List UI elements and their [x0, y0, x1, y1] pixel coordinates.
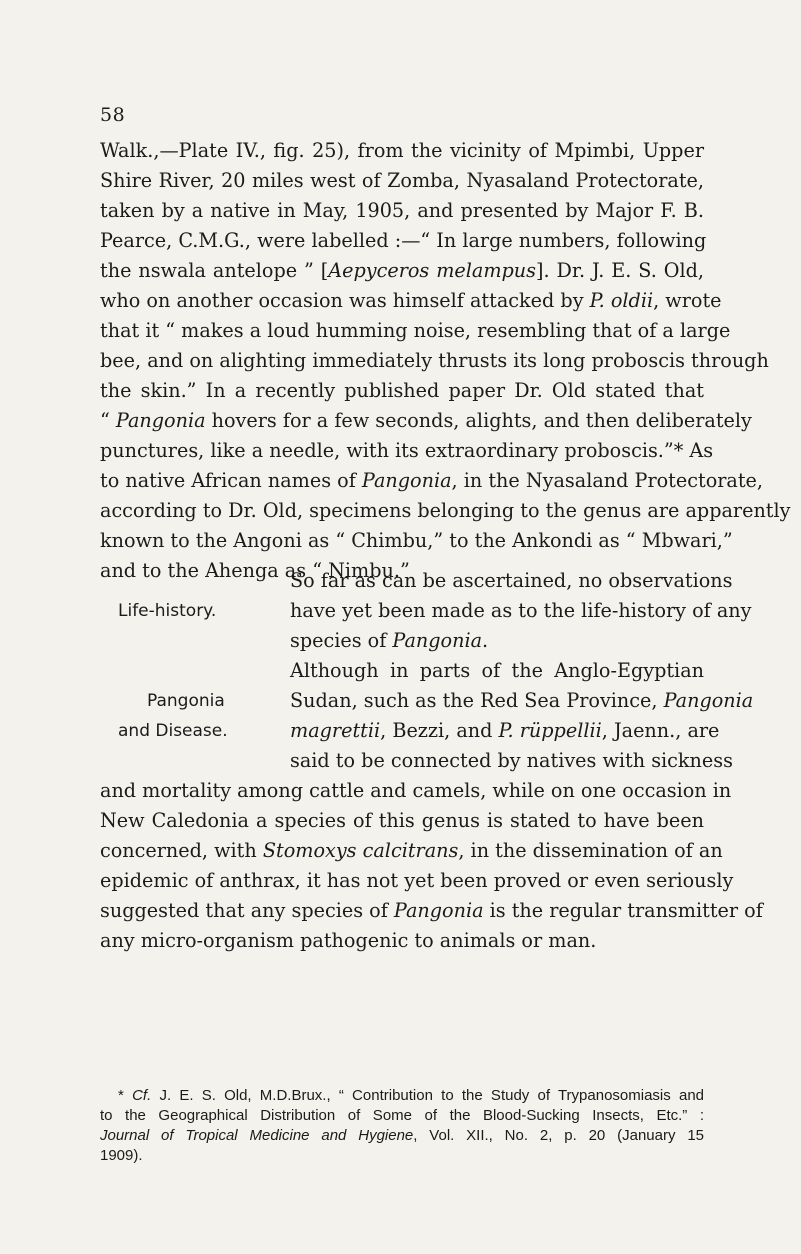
- body-line: known to the Angoni as “ Chimbu,” to the Ankondi as “ Mbwari,”: [100, 529, 733, 552]
- body-line: magrettii, Bezzi, and P. rüppellii, Jaenn., are: [290, 719, 720, 742]
- body-line: to native African names of Pangonia, in the Nyasaland Protectorate,: [100, 469, 764, 492]
- body-line: who on another occasion was himself attacked by P. oldii, wrote: [100, 289, 722, 312]
- body-line: So far as can be ascertained, no observations: [290, 569, 733, 592]
- sidenote-life-history: Life-history.: [118, 601, 217, 621]
- body-line: said to be connected by natives with sickness: [290, 749, 733, 772]
- body-line: and mortality among cattle and camels, while on one occasion in: [100, 779, 732, 802]
- footnote-line: Journal of Tropical Medicine and Hygiene, Vol. XII., No. 2, p. 20 (January 15: [100, 1127, 705, 1144]
- body-line: and to the Ahenga as “ Nimbu.”: [100, 559, 410, 582]
- body-line: suggested that any species of Pangonia is the regular transmitter of: [100, 899, 763, 922]
- body-line: bee, and on alighting immediately thrusts its long proboscis through: [100, 349, 769, 372]
- body-line: New Caledonia a species of this genus is stated to have been: [100, 809, 704, 832]
- body-line: the nswala antelope ” [Aepyceros melampus]. Dr. J. E. S. Old,: [100, 259, 704, 282]
- body-line: punctures, like a needle, with its extraordinary proboscis.”* As: [100, 439, 714, 462]
- body-line: the skin.” In a recently published paper Dr. Old stated that: [100, 379, 704, 402]
- body-line: that it “ makes a loud humming noise, resembling that of a large: [100, 319, 731, 342]
- body-line: have yet been made as to the life-history of any: [290, 599, 752, 622]
- body-line: Shire River, 20 miles west of Zomba, Nyasaland Protectorate,: [100, 169, 704, 192]
- body-line: according to Dr. Old, specimens belonging to the genus are apparently: [100, 499, 791, 522]
- body-line: Walk.,—Plate IV., fig. 25), from the vicinity of Mpimbi, Upper: [100, 139, 704, 162]
- body-line: taken by a native in May, 1905, and presented by Major F. B.: [100, 199, 704, 222]
- footnote-line: * Cf. J. E. S. Old, M.D.Brux., “ Contribution to the Study of Trypanosomiasis and: [118, 1087, 705, 1104]
- body-line: Although in parts of the Anglo-Egyptian: [290, 659, 704, 682]
- body-line: Sudan, such as the Red Sea Province, Pangonia: [290, 689, 754, 712]
- body-line: concerned, with Stomoxys calcitrans, in the dissemination of an: [100, 839, 723, 862]
- footnote-line: to the Geographical Distribution of Some of the Blood-Sucking Insects, Etc.” :: [100, 1107, 704, 1124]
- sidenote-pangonia: Pangonia: [147, 691, 225, 711]
- body-line: species of Pangonia.: [290, 629, 489, 652]
- footnote-line: 1909).: [100, 1147, 143, 1164]
- body-line: “ Pangonia hovers for a few seconds, alights, and then deliberately: [100, 409, 752, 432]
- body-line: Pearce, C.M.G., were labelled :—“ In large numbers, following: [100, 229, 707, 252]
- body-line: any micro-organism pathogenic to animals or man.: [100, 929, 597, 952]
- sidenote-and-disease: and Disease.: [118, 721, 228, 741]
- body-line: epidemic of anthrax, it has not yet been proved or even seriously: [100, 869, 734, 892]
- page-number: 58: [100, 104, 126, 126]
